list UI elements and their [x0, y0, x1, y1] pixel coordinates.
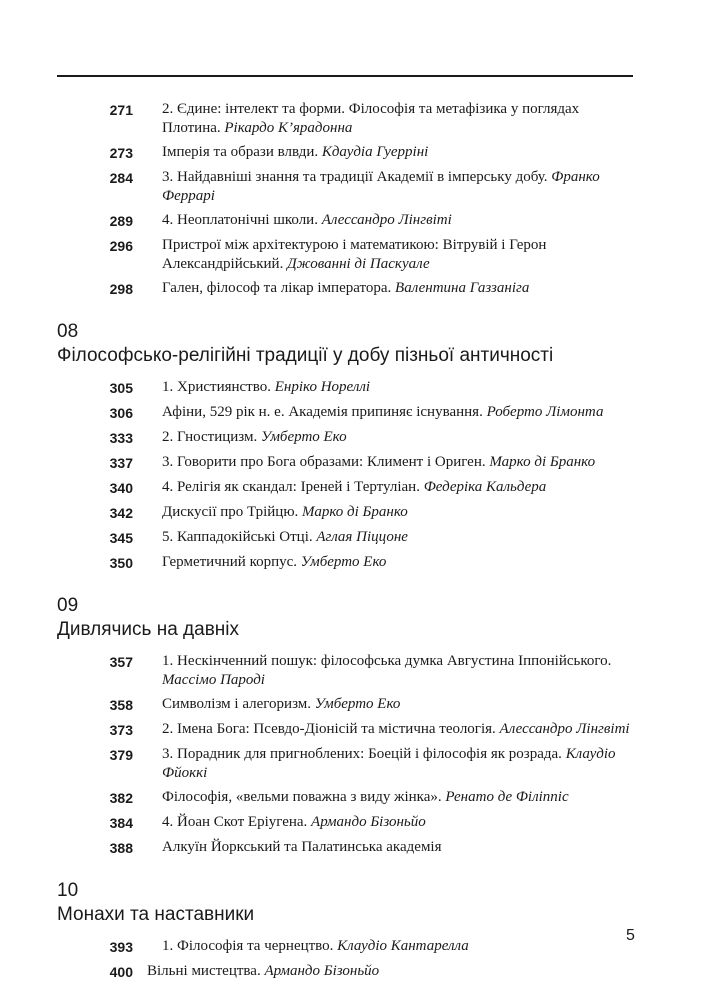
entry-title: Гален, філософ та лікар імператора.: [162, 280, 396, 296]
top-rule: [57, 75, 633, 77]
entry-text: [133, 720, 633, 739]
entry-page-number: 289: [109, 213, 133, 229]
toc-entry[interactable]: [57, 503, 633, 522]
entry-title: 4. Йоан Скот Еріугена.: [162, 814, 312, 830]
entry-title: 3. Говорити про Бога образами: Климент і Ориген.: [162, 454, 490, 470]
entry-title: Дискусії про Трійцю.: [162, 504, 303, 520]
entry-author: Роберто Лімонта: [486, 404, 604, 420]
entry-title: 4. Релігія як скандал: Іреней і Тертуліан.: [162, 479, 424, 495]
entry-author: Массімо Пароді: [162, 671, 265, 688]
entry-title: Герметичний корпус.: [162, 554, 301, 570]
entry-title: 2. Імена Бога: Псевдо-Діонісій та містична теологія.: [162, 721, 500, 737]
entry-author: Умберто Еко: [314, 696, 401, 712]
entry-title: Алкуїн Йоркський та Палатинська академія: [162, 839, 442, 855]
chapter-heading: [57, 594, 633, 642]
page-number: 5: [626, 927, 635, 944]
entry-page-number: 384: [109, 815, 133, 831]
entry-author: Рікардо К’ярадонна: [224, 119, 353, 136]
chapter-heading: [57, 320, 633, 368]
toc-entry[interactable]: [57, 652, 633, 689]
entry-text: [133, 528, 633, 547]
chapter-number: 10: [57, 880, 79, 901]
entry-page-number: 350: [109, 555, 133, 571]
entry-text: [133, 143, 633, 162]
entry-author: Алессандро Лінгвіті: [499, 721, 630, 737]
entry-author: Кдаудіа Гуеррінi: [321, 144, 429, 160]
entry-page-number: 357: [109, 654, 133, 670]
entry-author: Клаудіо Кантарелла: [337, 938, 469, 954]
entry-author: Умберто Еко: [261, 429, 347, 445]
toc-entry[interactable]: [57, 279, 633, 298]
toc-entry[interactable]: [57, 937, 633, 956]
chapter-number: 08: [57, 321, 79, 342]
entry-author: Армандо Бізоньйо: [311, 814, 426, 830]
entry-page-number: 306: [109, 405, 133, 421]
entry-title: 1. Нескінченний пошук: філософська думка Августина Іппонійського.: [162, 653, 612, 669]
entry-page-number: 400: [109, 964, 133, 980]
entry-title: 3. Порадник для пригноблених: Боецій і філософія як розрада.: [162, 746, 566, 762]
entry-page-number: 271: [109, 102, 133, 118]
entry-title: 5. Каппадокійські Отці.: [162, 529, 317, 545]
entry-title: Символізм і алегоризм.: [162, 696, 315, 712]
chapter-heading: [57, 879, 633, 927]
toc-entry[interactable]: [57, 553, 633, 572]
entry-text: [133, 403, 633, 422]
entry-page-number: 333: [109, 430, 133, 446]
entry-page-number: 284: [109, 170, 133, 186]
entry-page-number: 373: [109, 722, 133, 738]
chapter-title: Монахи та наставники: [57, 904, 255, 925]
chapter-title: Філософсько-релігійні традиції у добу пізньої античності: [57, 345, 554, 366]
toc-entry[interactable]: [57, 378, 633, 397]
entry-page-number: 298: [109, 281, 133, 297]
entry-text: [133, 236, 633, 273]
toc-entry[interactable]: [57, 788, 633, 807]
entry-text: [133, 745, 633, 782]
entry-title: 1. Християнство.: [162, 379, 275, 395]
entry-text: [133, 695, 633, 714]
toc-entry[interactable]: [57, 528, 633, 547]
toc-entry[interactable]: [57, 838, 633, 857]
entry-author: Енріко Нореллі: [274, 379, 371, 395]
entry-author: Федеріка Кальдера: [423, 479, 547, 495]
entry-text: [133, 962, 633, 981]
toc-entry[interactable]: [57, 236, 633, 273]
entry-page-number: 337: [109, 455, 133, 471]
entry-page-number: 342: [109, 505, 133, 521]
toc-entry[interactable]: [57, 720, 633, 739]
entry-text: [133, 652, 633, 689]
entry-title: Філософія, «вельми поважна з виду жінка».: [162, 789, 446, 805]
entry-page-number: 273: [109, 145, 133, 161]
entry-text: [133, 168, 633, 205]
entry-title: Афіни, 529 рік н. е. Академія припиняє існування.: [162, 404, 487, 420]
entry-page-number: 393: [109, 939, 133, 955]
entry-page-number: 340: [109, 480, 133, 496]
entry-page-number: 388: [109, 840, 133, 856]
chapter-number: 09: [57, 595, 79, 616]
entry-author: Марко ді Бранко: [489, 454, 596, 470]
entry-title: 3. Найдавніші знання та традиції Академії в імперську добу.: [162, 169, 552, 185]
entry-text: [133, 813, 633, 832]
toc-entry[interactable]: [57, 403, 633, 422]
entry-page-number: 382: [109, 790, 133, 806]
toc-entry[interactable]: [57, 813, 633, 832]
entry-author: Клаудіо Фйоккі: [162, 746, 616, 781]
entry-text: [133, 838, 633, 857]
entry-title: Пристрої між архітектурою і математикою: Вітрувій і Герон Александрійський.: [162, 237, 547, 272]
entry-author: Ренато де Філіппіс: [445, 789, 569, 805]
entry-author: Аглая Піццоне: [316, 529, 408, 545]
entry-page-number: 358: [109, 697, 133, 713]
entry-title: Вільні мистецтва.: [147, 963, 265, 979]
entry-text: [133, 279, 633, 298]
entry-text: [133, 937, 633, 956]
entry-author: Валентина Газзаніга: [395, 280, 530, 296]
entry-text: [133, 378, 633, 397]
entry-text: [133, 100, 633, 137]
entry-title: 2. Єдине: інтелект та форми. Філософія та метафізика у поглядах Плотина.: [162, 101, 580, 136]
toc-entry[interactable]: [57, 428, 633, 447]
toc-entry[interactable]: [57, 168, 633, 205]
toc-entry[interactable]: [57, 211, 633, 230]
entry-author: Армандо Бізоньйо: [264, 963, 380, 979]
entry-text: [133, 478, 633, 497]
toc-entry[interactable]: [57, 143, 633, 162]
entry-title: 2. Гностицизм.: [162, 429, 262, 445]
entry-page-number: 379: [109, 747, 133, 763]
entry-author: Алессандро Лінгвіті: [321, 212, 452, 228]
entry-title: Імперія та образи влвди.: [162, 144, 322, 160]
entry-text: [133, 503, 633, 522]
table-of-contents: [57, 100, 633, 987]
toc-entry[interactable]: [57, 453, 633, 472]
entry-author: Джованні ді Паскуале: [287, 255, 430, 272]
entry-text: [133, 211, 633, 230]
toc-entry[interactable]: [57, 100, 633, 137]
entry-text: [133, 428, 633, 447]
entry-author: Франко Феррарі: [162, 169, 600, 204]
entry-text: [133, 453, 633, 472]
toc-entry[interactable]: [57, 962, 633, 981]
entry-page-number: 345: [109, 530, 133, 546]
toc-entry[interactable]: [57, 695, 633, 714]
toc-entry[interactable]: [57, 478, 633, 497]
entry-page-number: 305: [109, 380, 133, 396]
entry-title: 1. Філософія та чернецтво.: [162, 938, 338, 954]
entry-text: [133, 553, 633, 572]
entry-title: 4. Неоплатонічні школи.: [162, 212, 322, 228]
entry-author: Умберто Еко: [300, 554, 387, 570]
entry-author: Марко ді Бранко: [302, 504, 408, 520]
chapter-title: Дивлячись на давніх: [57, 619, 240, 640]
entry-page-number: 296: [109, 238, 133, 254]
toc-entry[interactable]: [57, 745, 633, 782]
entry-text: [133, 788, 633, 807]
